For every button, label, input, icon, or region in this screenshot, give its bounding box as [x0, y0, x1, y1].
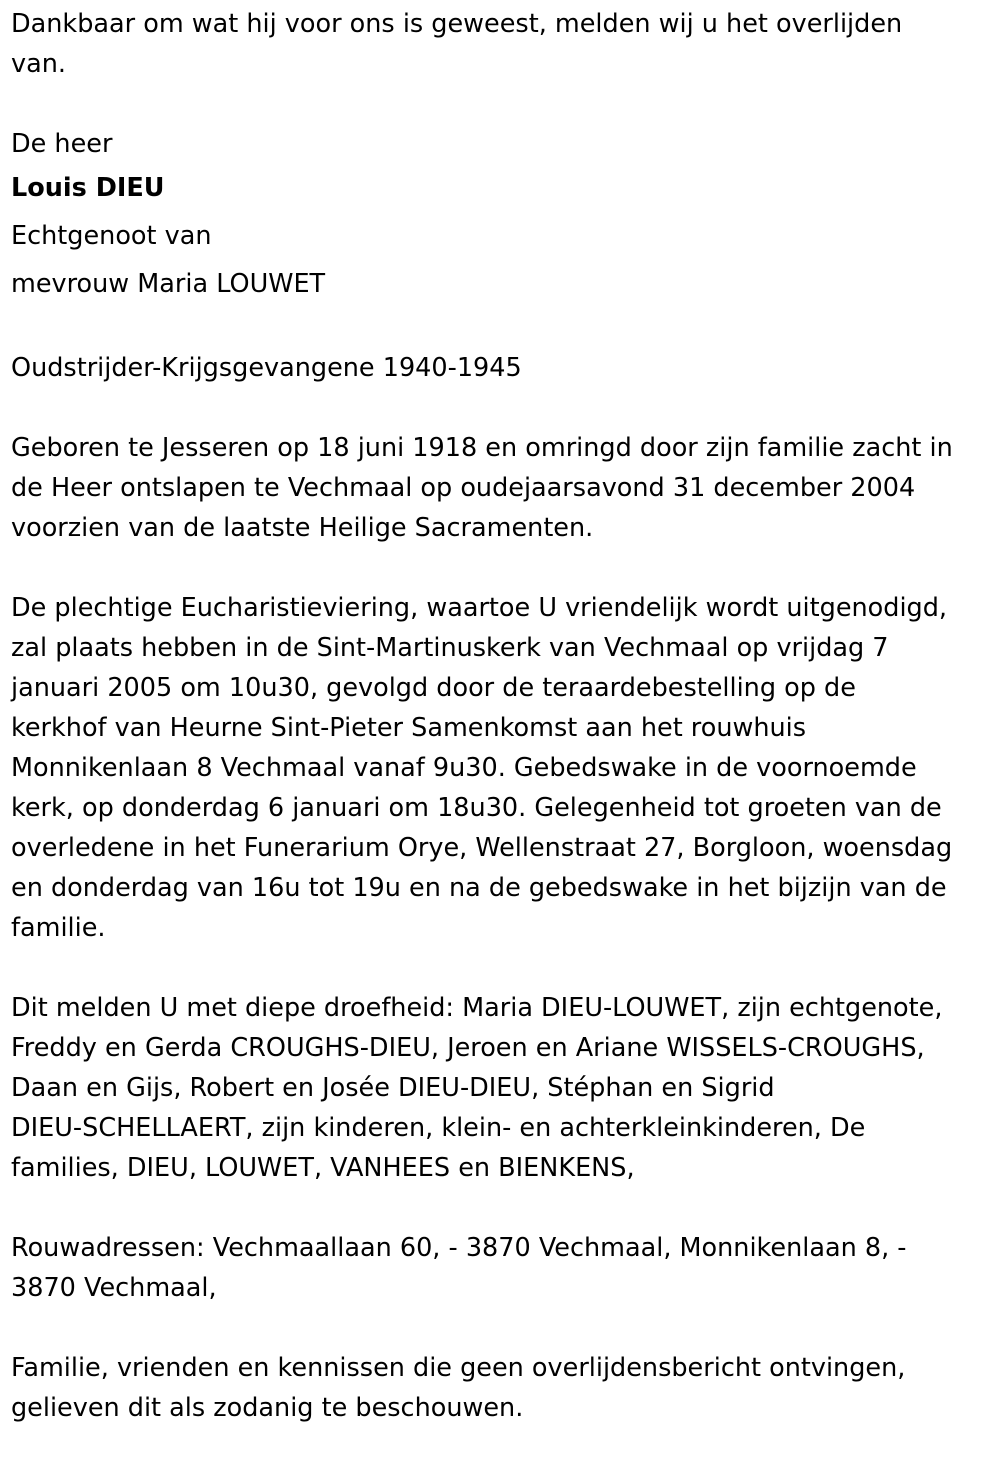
intro-paragraph — [11, 4, 996, 84]
text-line: Rouwadressen: Vechmaallaan 60, - 3870 Vechmaal, Monnikenlaan 8, - — [11, 1233, 907, 1263]
text-line: Dit melden U met diepe droefheid: Maria DIEU-LOUWET, zijn echtgenote, — [11, 993, 943, 1023]
ceremony-paragraph — [11, 588, 996, 948]
addresses-paragraph — [11, 1228, 996, 1308]
text-line: voorzien van de laatste Heilige Sacramenten. — [11, 513, 594, 543]
text-line: overledene in het Funerarium Orye, Wellenstraat 27, Borgloon, woensdag — [11, 833, 953, 863]
text-line: zal plaats hebben in de Sint-Martinuskerk van Vechmaal op vrijdag 7 — [11, 633, 889, 663]
family-paragraph — [11, 988, 996, 1188]
text-line: januari 2005 om 10u30, gevolgd door de teraardebestelling op de — [11, 673, 856, 703]
text-line: Oudstrijder-Krijgsgevangene 1940-1945 — [11, 353, 522, 383]
text-line: Freddy en Gerda CROUGHS-DIEU, Jeroen en Ariane WISSELS-CROUGHS, — [11, 1033, 925, 1063]
obituary-document — [11, 4, 996, 1468]
text-line: familie. — [11, 913, 106, 943]
text-line: de Heer ontslapen te Vechmaal op oudejaarsavond 31 december 2004 — [11, 473, 916, 503]
closing-paragraph — [11, 1348, 996, 1428]
text-line: kerkhof van Heurne Sint-Pieter Samenkomst aan het rouwhuis — [11, 713, 807, 743]
title-paragraph — [11, 348, 996, 388]
text-line: en donderdag van 16u tot 19u en na de gebedswake in het bijzijn van de — [11, 873, 947, 903]
text-line: kerk, op donderdag 6 januari om 18u30. Gelegenheid tot groeten van de — [11, 793, 942, 823]
relation-line: Echtgenoot van — [11, 221, 212, 251]
text-line: Dankbaar om wat hij voor ons is geweest, melden wij u het overlijden — [11, 9, 903, 39]
text-line: DIEU-SCHELLAERT, zijn kinderen, klein- en achterkleinkinderen, De — [11, 1113, 866, 1143]
spouse-name: mevrouw Maria LOUWET — [11, 269, 326, 299]
text-line: 3870 Vechmaal, — [11, 1273, 217, 1303]
text-line: van. — [11, 49, 66, 79]
text-line: Familie, vrienden en kennissen die geen overlijdensbericht ontvingen, — [11, 1353, 906, 1383]
text-line: Daan en Gijs, Robert en Josée DIEU-DIEU, Stéphan en Sigrid — [11, 1073, 775, 1103]
birth-paragraph — [11, 428, 996, 548]
text-line: Geboren te Jesseren op 18 juni 1918 en omringd door zijn familie zacht in — [11, 433, 953, 463]
text-line: De plechtige Eucharistieviering, waartoe U vriendelijk wordt uitgenodigd, — [11, 593, 948, 623]
text-line: gelieven dit als zodanig te beschouwen. — [11, 1393, 524, 1423]
text-line: Monnikenlaan 8 Vechmaal vanaf 9u30. Gebedswake in de voornoemde — [11, 753, 917, 783]
deceased-name: Louis DIEU — [11, 173, 165, 203]
name-block — [11, 124, 996, 308]
salutation: De heer — [11, 129, 113, 159]
text-line: families, DIEU, LOUWET, VANHEES en BIENKENS, — [11, 1153, 635, 1183]
